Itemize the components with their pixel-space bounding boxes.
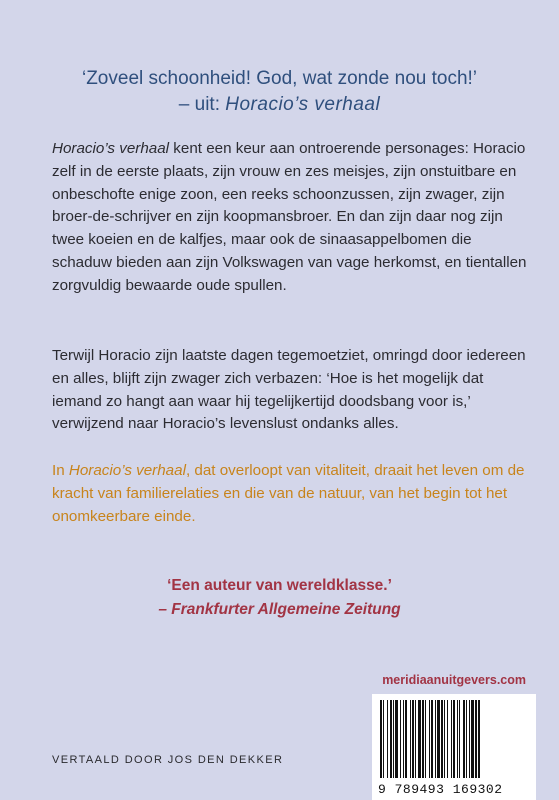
book-title-inline: Horacio’s verhaal xyxy=(68,462,186,479)
barcode-bar xyxy=(444,700,445,778)
barcode-bar xyxy=(393,700,394,778)
barcode-bar xyxy=(380,700,382,778)
barcode-bar xyxy=(437,700,440,778)
opening-quote-text: ‘Zoveel schoonheid! God, wat zonde nou toch!’ xyxy=(81,68,478,89)
barcode-bar xyxy=(400,700,401,778)
barcode-bars xyxy=(372,694,536,780)
book-title-inline: Horacio’s verhaal xyxy=(52,140,170,157)
barcode-bar xyxy=(431,700,433,778)
barcode-bar xyxy=(405,700,407,778)
review-quote xyxy=(0,574,559,622)
barcode-bar xyxy=(429,700,430,778)
quote-source-title: Horacio’s verhaal xyxy=(225,94,381,115)
description-paragraph-1 xyxy=(52,138,532,298)
barcode-bar xyxy=(410,700,411,778)
paragraph-3-prefix: In xyxy=(52,462,69,479)
barcode-bar xyxy=(422,700,424,778)
barcode-bar xyxy=(415,700,416,778)
description-paragraph-2 xyxy=(52,345,532,436)
barcode-bar xyxy=(447,700,448,778)
quote-source-prefix: – uit: xyxy=(178,94,226,115)
barcode-bar xyxy=(457,700,458,778)
barcode-bar xyxy=(453,700,455,778)
barcode-bar xyxy=(459,700,460,778)
quote-source xyxy=(0,92,559,118)
barcode-bar xyxy=(435,700,436,778)
publisher-website: meridiaanuitgevers.com xyxy=(382,673,526,687)
review-source: – Frankfurter Allgemeine Zeitung xyxy=(158,601,401,618)
paragraph-1-text: kent een keur aan ontroerende personages: Horacio zelf in de eerste plaats, zijn vrouw en zes meisjes, zijn onstuitbare en onbeschofte enige zoon, een reeks schoonzussen, zijn zwager, zijn broer-de-schrijver en zijn koopmansbroer. En dan zijn daar nog zijn twee koeien en de kalfjes, maar ook de sinaasappelbomen die schaduw bieden aan zijn Volkswagen van vage herkomst, en tientallen zorgvuldig bewaarde oude spullen. xyxy=(52,140,527,294)
barcode-bar xyxy=(441,700,443,778)
barcode-bar xyxy=(403,700,404,778)
translator-credit: VERTAALD DOOR JOS DEN DEKKER xyxy=(52,754,284,766)
barcode-bar xyxy=(412,700,414,778)
barcode-bar xyxy=(390,700,392,778)
barcode-bar xyxy=(463,700,465,778)
barcode-bar xyxy=(425,700,426,778)
barcode-bar xyxy=(466,700,467,778)
barcode-bar xyxy=(387,700,388,778)
opening-quote xyxy=(0,66,559,118)
barcode xyxy=(372,694,536,800)
barcode-bar xyxy=(395,700,398,778)
paragraph-2-text: Terwijl Horacio zijn laatste dagen tegemoetziet, omringd door iedereen en alles, blijft zijn zwager zich verbazen: ‘Hoe is het mogelijk dat iemand zo hangt aan waar hij tegelijkertijd doodsbang voor is,’ verwijzend naar Horacio’s levenslust ondanks alles. xyxy=(52,347,526,433)
isbn-number: 9 789493 169302 xyxy=(378,782,503,797)
barcode-bar xyxy=(475,700,477,778)
review-quote-text: ‘Een auteur van wereldklasse.’ xyxy=(167,577,392,594)
paragraph-3-text: , dat overloopt van vitaliteit, draait het leven om de kracht van familierelaties en die van de natuur, van het begin tot het onomkeerbare einde. xyxy=(52,462,525,525)
barcode-bar xyxy=(383,700,384,778)
barcode-bar xyxy=(469,700,470,778)
barcode-bar xyxy=(451,700,452,778)
barcode-bar xyxy=(471,700,474,778)
barcode-bar xyxy=(418,700,421,778)
highlight-paragraph xyxy=(52,460,532,528)
barcode-bar xyxy=(478,700,480,778)
